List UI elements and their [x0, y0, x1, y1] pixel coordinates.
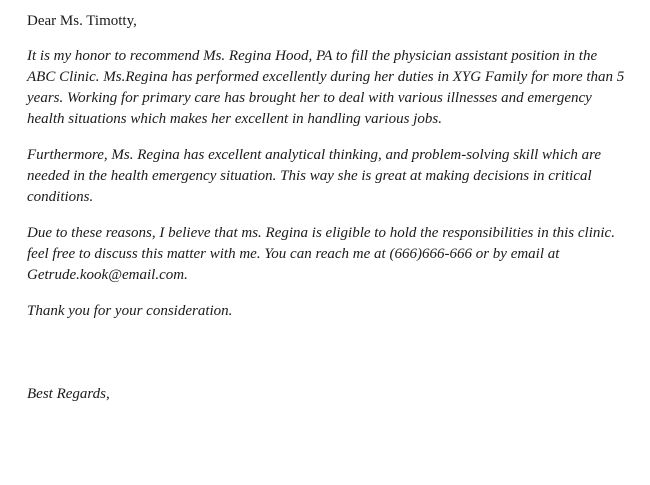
paragraph-skills: Furthermore, Ms. Regina has excellent analytical thinking, and problem-solving skill which are needed in the health emergency situation. This way she is great at making decisions in critical conditions.	[27, 147, 602, 205]
paragraph-contact: Due to these reasons, I believe that ms. Regina is eligible to hold the responsibilities in this clinic. feel free to discuss this matter with me. You can reach me at (666)666-666 or by email at Getrude.kook@email.com.	[27, 225, 615, 283]
letter-body	[27, 11, 627, 402]
paragraph-recommendation: It is my honor to recommend Ms. Regina Hood, PA to fill the physician assistant position in the ABC Clinic. Ms.Regina has performed excellently during her duties in XYG Family for more than 5 years. Working for primary care has brought her to deal with various illnesses and emergency health situations which makes her excellent in handling various jobs.	[27, 48, 625, 127]
salutation: Dear Ms. Timotty,	[27, 13, 137, 29]
paragraph-thanks: Thank you for your consideration.	[27, 303, 233, 319]
closing: Best Regards,	[27, 386, 110, 402]
